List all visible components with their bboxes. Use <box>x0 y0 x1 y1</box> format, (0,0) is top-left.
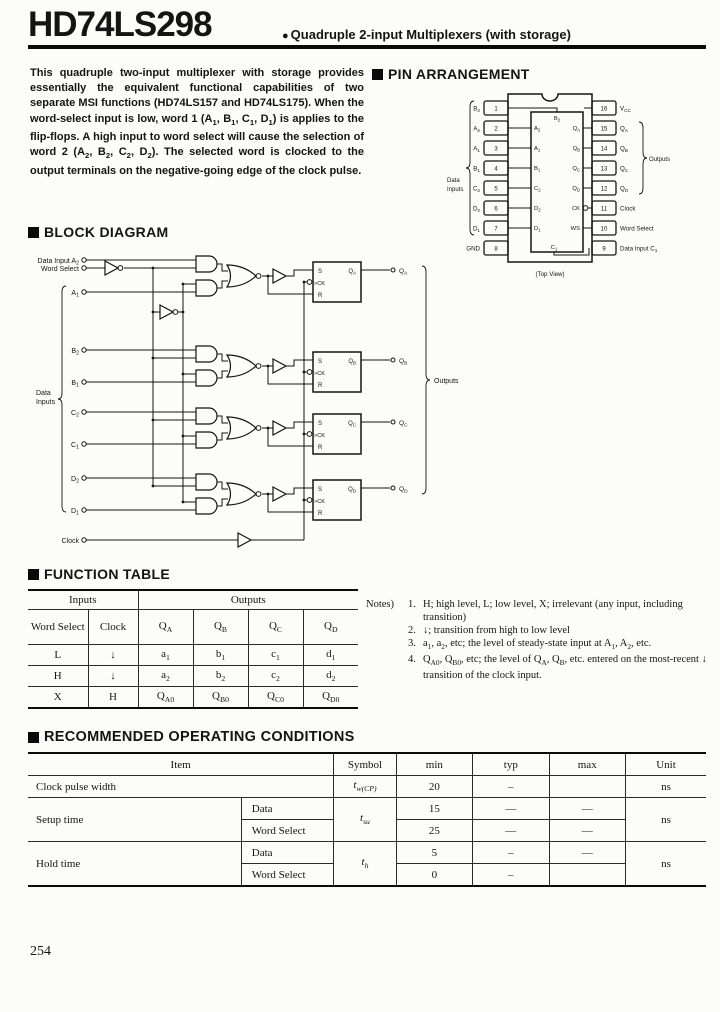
pin-number: 9 <box>602 246 606 253</box>
pin-number: 6 <box>494 206 498 213</box>
section-title: FUNCTION TABLE <box>44 566 171 582</box>
max-cell: — <box>549 820 625 842</box>
note-number: 2. <box>408 625 416 636</box>
min-cell: 5 <box>396 842 472 864</box>
max-cell <box>549 776 625 798</box>
table-cell: $Q_{D0}$ <box>303 687 358 709</box>
pin-label: $D_2$ <box>472 205 480 213</box>
sub-item-cell: Word Select <box>241 864 334 887</box>
col-header: $Q_D$ <box>303 610 358 645</box>
ff-clock-label: >CK <box>314 281 326 287</box>
note-item <box>408 624 708 637</box>
pin-number: 10 <box>600 226 608 233</box>
inner-pin-label: $A_1$ <box>534 146 541 153</box>
table-cell: H <box>88 687 138 709</box>
ff-q-label: $Q_C$ <box>348 421 356 428</box>
note-number: 4. <box>408 654 416 666</box>
group-header-inputs: Inputs <box>28 590 138 610</box>
group-header-outputs: Outputs <box>138 590 358 610</box>
note-item <box>408 598 708 624</box>
output-label: $Q_C$ <box>399 420 408 429</box>
inner-pin-label: WS <box>570 226 580 233</box>
note-text: H; high level, L; low level, X; irrelevant (any input, including transition) <box>423 599 683 623</box>
function-table-notes <box>366 598 708 682</box>
table-cell: L <box>28 645 88 666</box>
input-label: $B_1$ <box>71 380 79 389</box>
note-text: $a_1$, $a_2$, etc; the level of steady-state input at $A_1$, $A_2$, etc. <box>423 638 652 652</box>
pin-number: 8 <box>494 246 498 253</box>
col-header: Clock <box>88 610 138 645</box>
table-row <box>28 687 358 709</box>
symbol-cell: $t_{su}$ <box>334 798 396 842</box>
pin-label: $C_2$ <box>472 185 480 193</box>
section-marker-icon <box>28 227 39 238</box>
part-subtitle <box>282 27 571 42</box>
title-rule <box>28 45 706 49</box>
ff-q-label: $Q_A$ <box>348 269 356 276</box>
table-row <box>28 798 706 820</box>
pin-label: GND <box>466 245 480 253</box>
roc-header-row <box>28 753 706 776</box>
input-label: Data Input $A_2$ <box>37 258 79 267</box>
table-cell: $Q_{A0}$ <box>138 687 193 709</box>
function-table <box>28 589 358 709</box>
inner-pin-label: $Q_A$ <box>572 126 580 133</box>
masthead <box>28 4 571 46</box>
section-title: BLOCK DIAGRAM <box>44 224 169 240</box>
ff-set-label: S <box>318 359 323 365</box>
col-header: Symbol <box>334 753 396 776</box>
pin-label: $A_2$ <box>473 125 480 133</box>
table-row <box>28 666 358 687</box>
sub-item-cell: Word Select <box>241 820 334 842</box>
min-cell: 0 <box>396 864 472 887</box>
inner-pin-label: $D_2$ <box>534 206 541 213</box>
ff-set-label: S <box>318 421 323 427</box>
output-label: $Q_B$ <box>399 358 408 367</box>
ff-reset-label: R <box>318 383 323 389</box>
item-cell: Setup time <box>28 798 241 842</box>
note-number: 3. <box>408 638 416 649</box>
col-header: Unit <box>625 753 706 776</box>
input-label: $C_2$ <box>71 410 79 419</box>
recommended-operating-conditions-table <box>28 752 706 887</box>
section-marker-icon <box>372 69 383 80</box>
col-header: Word Select <box>28 610 88 645</box>
pin-label: Clock <box>620 205 636 213</box>
pin-label: $B_2$ <box>473 105 480 113</box>
note-item <box>408 653 708 682</box>
pin-label: $D_1$ <box>472 225 480 233</box>
pin-number: 1 <box>494 106 498 113</box>
col-header: max <box>549 753 625 776</box>
pin-label: $V_{CC}$ <box>620 105 631 113</box>
pin-number: 11 <box>600 206 608 213</box>
top-view-caption: (Top View) <box>535 271 565 278</box>
sub-item-cell: Data <box>241 842 334 864</box>
max-cell <box>549 864 625 887</box>
inner-pin-label: $B_1$ <box>534 166 541 173</box>
inner-pin-label: $A_2$ <box>534 126 541 133</box>
typ-cell: – <box>473 864 549 887</box>
input-label: $B_2$ <box>71 348 79 357</box>
section-marker-icon <box>28 569 39 580</box>
note-text: ↓; transition from high to low level <box>423 625 570 636</box>
inner-pin-label: $B_2$ <box>553 116 561 123</box>
pin-number: 4 <box>494 166 498 173</box>
ff-q-label: $Q_B$ <box>348 359 356 366</box>
table-cell: ↓ <box>88 666 138 687</box>
typ-cell: – <box>473 776 549 798</box>
table-cell: H <box>28 666 88 687</box>
note-text: $Q_{A0}$, $Q_{B0}$, etc; the level of $Q_A$, $Q_B$, etc. entered on the most-recent ↓ transition of the clock input. <box>423 654 707 682</box>
inner-pin-label: $C_2$ <box>534 186 541 193</box>
word-select-label: Word Select <box>41 266 79 273</box>
inner-pin-label: $C_1$ <box>550 245 558 252</box>
pin-arrangement-diagram <box>446 84 696 284</box>
page-number: 254 <box>30 944 51 959</box>
outputs-label: Outputs <box>649 157 671 163</box>
data-inputs-label: Inputs <box>36 399 56 406</box>
function-table-header-row <box>28 610 358 645</box>
pin-number: 12 <box>600 186 608 193</box>
page-title: HD74LS298 <box>28 5 212 44</box>
inner-pin-label: CK <box>571 206 580 213</box>
sub-item-cell: Data <box>241 798 334 820</box>
inner-pin-label: $Q_D$ <box>572 186 580 193</box>
table-cell: $b_1$ <box>193 645 248 666</box>
note-number: 1. <box>408 599 416 610</box>
table-cell: $b_2$ <box>193 666 248 687</box>
table-row <box>28 645 358 666</box>
pin-number: 5 <box>494 186 498 193</box>
output-label: $Q_D$ <box>399 486 408 495</box>
section-heading-block-diagram <box>28 224 168 240</box>
table-cell: X <box>28 687 88 709</box>
section-heading-function-table <box>28 566 170 582</box>
pin-number: 13 <box>600 166 608 173</box>
ff-reset-label: R <box>318 511 323 517</box>
output-label: $Q_A$ <box>399 268 408 277</box>
table-cell: $Q_{C0}$ <box>248 687 303 709</box>
typ-cell: — <box>473 798 549 820</box>
section-title: RECOMMENDED OPERATING CONDITIONS <box>44 729 355 745</box>
function-table-group-row <box>28 590 358 610</box>
input-label: $D_1$ <box>71 508 79 517</box>
item-cell: Hold time <box>28 842 241 887</box>
table-cell: ↓ <box>88 645 138 666</box>
col-header: $Q_C$ <box>248 610 303 645</box>
section-title: PIN ARRANGEMENT <box>388 66 530 82</box>
symbol-cell: $t_{w(CP)}$ <box>334 776 396 798</box>
section-marker-icon <box>28 732 39 743</box>
table-cell: $a_2$ <box>138 666 193 687</box>
pin-number: 2 <box>494 126 498 133</box>
pin-number: 14 <box>600 146 608 153</box>
block-diagram <box>28 242 478 562</box>
min-cell: 20 <box>396 776 472 798</box>
notes-label: Notes) <box>366 599 394 610</box>
col-header: $Q_B$ <box>193 610 248 645</box>
note-item <box>408 637 708 653</box>
table-cell: $c_2$ <box>248 666 303 687</box>
pin-number: 7 <box>494 226 498 233</box>
inner-pin-label: $Q_C$ <box>572 166 580 173</box>
pin-number: 3 <box>494 146 498 153</box>
inner-pin-label: $Q_B$ <box>572 146 580 153</box>
symbol-cell: $t_h$ <box>334 842 396 887</box>
data-inputs-label: Data <box>36 390 51 397</box>
pin-label: $Q_A$ <box>620 125 628 133</box>
section-heading-pin-arrangement <box>372 66 530 82</box>
ff-clock-label: >CK <box>314 371 326 377</box>
section-heading-recommended-operating-conditions <box>28 729 355 745</box>
col-header: $Q_A$ <box>138 610 193 645</box>
col-header: typ <box>473 753 549 776</box>
data-inputs-label: Data <box>447 178 460 184</box>
unit-cell: ns <box>625 776 706 798</box>
table-cell: $d_1$ <box>303 645 358 666</box>
pin-label: $Q_D$ <box>620 185 629 193</box>
inner-pin-label: $D_1$ <box>534 226 541 233</box>
col-header: Item <box>28 753 334 776</box>
pin-label: $Q_C$ <box>620 165 629 173</box>
pin-label: $A_1$ <box>473 145 480 153</box>
ff-reset-label: R <box>318 293 323 299</box>
unit-cell: ns <box>625 842 706 887</box>
typ-cell: – <box>473 842 549 864</box>
clock-label: Clock <box>61 538 79 545</box>
pin-label: $B_1$ <box>473 165 480 173</box>
table-cell: $d_2$ <box>303 666 358 687</box>
table-cell: $a_1$ <box>138 645 193 666</box>
item-cell: Clock pulse width <box>28 776 334 798</box>
pin-label: $Q_B$ <box>620 145 628 153</box>
min-cell: 25 <box>396 820 472 842</box>
ff-clock-label: >CK <box>314 499 326 505</box>
input-label: $C_1$ <box>71 442 79 451</box>
pin-number: 15 <box>600 126 608 133</box>
ff-set-label: S <box>318 487 323 493</box>
outputs-label: Outputs <box>434 378 459 385</box>
max-cell: — <box>549 842 625 864</box>
ff-reset-label: R <box>318 445 323 451</box>
table-row <box>28 842 706 864</box>
ff-q-label: $Q_D$ <box>348 487 356 494</box>
subtitle-text: Quadruple 2-input Multiplexers (with storage) <box>290 27 571 42</box>
ff-set-label: S <box>318 269 323 275</box>
table-row <box>28 776 706 798</box>
col-header: min <box>396 753 472 776</box>
pin-number: 16 <box>600 106 608 113</box>
typ-cell: — <box>473 820 549 842</box>
pin-label: Word Select <box>620 225 654 233</box>
input-label: $A_1$ <box>71 290 79 299</box>
pin-label: Data Input $C_1$ <box>620 245 658 253</box>
max-cell: — <box>549 798 625 820</box>
min-cell: 15 <box>396 798 472 820</box>
ff-clock-label: >CK <box>314 433 326 439</box>
table-cell: $c_1$ <box>248 645 303 666</box>
table-cell: $Q_{B0}$ <box>193 687 248 709</box>
input-label: $D_2$ <box>71 476 79 485</box>
block-diagram-graphics <box>58 256 430 547</box>
intro-paragraph: This quadruple two-input multiplexer with storage provides essentially the equivalent functional capabilities of two separate MSI functions (HD74LS157 and HD74LS175). When the word-select input is low, word 1 ($A_1$, $B_1$, $C_1$, $D_1$) is applies to the flip-flops. A high input to word select will cause the selection of word 2 ($A_2$, $B_2$, $C_2$, $D_2$). The selected word is clocked to the output terminals on the negative-going edge of the clock pulse. <box>30 67 365 177</box>
unit-cell: ns <box>625 798 706 842</box>
data-inputs-label: Inputs <box>447 187 464 193</box>
bullet-icon: ● <box>282 30 289 42</box>
